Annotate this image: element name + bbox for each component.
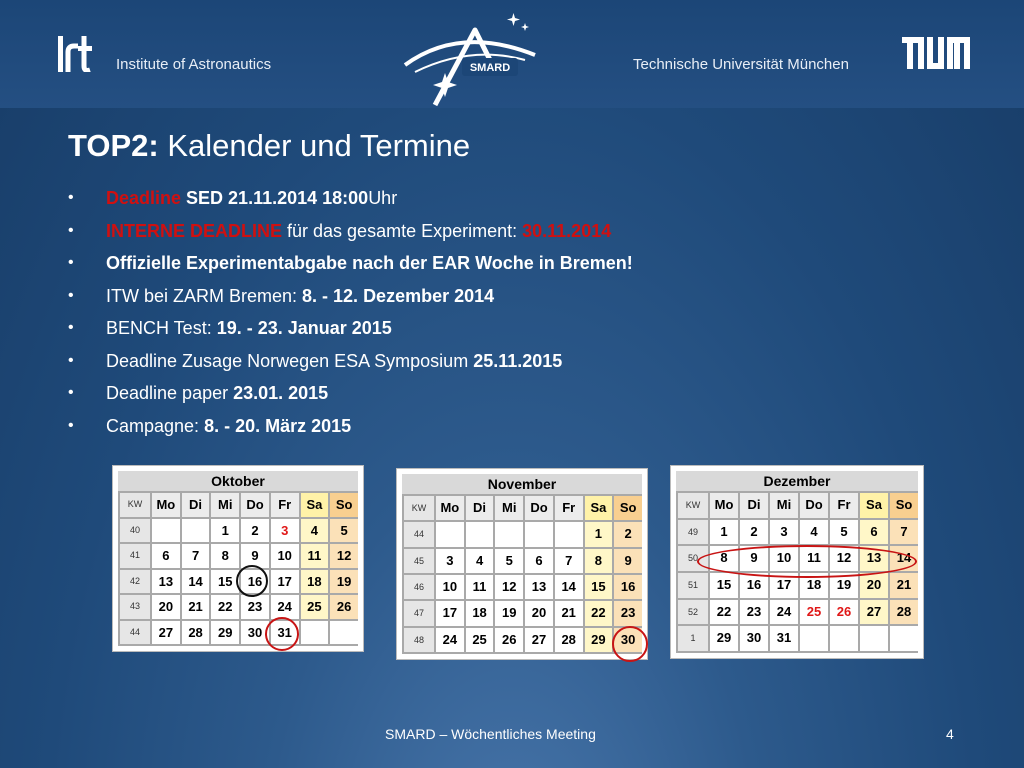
calendar-header-cell: Do [525,496,553,520]
circle-oct-31 [265,617,299,651]
calendar-day-cell: 10 [271,544,299,568]
calendar-body [118,471,358,646]
calendar-day-cell: 16 [614,575,642,599]
calendar-week-number: 51 [678,573,708,598]
bullet-text: Deadline paper [106,383,234,403]
calendar-header-cell: So [890,493,918,518]
calendar-day-cell [555,522,583,546]
bullet-text: Deadline Zusage Norwegen ESA Symposium [106,350,474,371]
calendar-header-cell: Mi [211,493,239,517]
calendar-day-cell: 8 [585,549,613,573]
calendar-week-number: 40 [120,519,150,543]
calendar-day-cell: 31 [770,626,798,651]
calendar-day-cell: 25 [800,600,828,625]
calendar-week-number: 41 [120,544,150,568]
calendar-day-cell: 19 [495,601,523,625]
calendar-day-cell: 14 [890,546,918,571]
bullet-text: 19. - 23. Januar 2015 [216,318,392,338]
bullet-text: 8. - 12. Dezember 2014 [302,285,495,306]
calendar-day-cell: 4 [466,549,494,573]
calendar-header-cell: Fr [271,493,299,517]
title-rest: Kalender und Termine [158,128,471,163]
calendar-week-number: 46 [404,575,434,599]
bullet-text: SED 21.11.2014 18:00 [186,188,369,208]
bullet-text: 8. - 20. März 2015 [204,415,352,436]
calendar-day-cell: 29 [585,628,613,652]
calendar-day-cell: 8 [710,546,738,571]
calendar-day-cell: 3 [770,520,798,545]
calendar-day-cell: 30 [740,626,768,651]
calendar-week-number: 47 [404,601,434,625]
calendar-week-number: 44 [404,522,434,546]
calendar-day-cell: 17 [770,573,798,598]
calendar-header-cell: Di [466,496,494,520]
calendar-header-cell: Mo [710,493,738,518]
calendar-day-cell: 6 [152,544,180,568]
calendar-day-cell: 9 [241,544,269,568]
calendar-day-cell: 11 [301,544,329,568]
calendar-day-cell: 10 [770,546,798,571]
calendar-week-number: 50 [678,546,708,571]
calendar-day-cell [890,626,918,651]
calendar-day-cell: 26 [495,628,523,652]
calendar-day-cell: 11 [800,546,828,571]
university-name: Technische Universität München [633,56,849,73]
bullet-text: für das gesamte Experiment: [282,220,523,241]
bullet-item [68,410,633,443]
calendar-header-cell: KW [404,496,434,520]
ellipse-dec-week-50 [697,545,917,578]
calendar-week-number: 49 [678,520,708,545]
calendar-day-cell: 16 [241,570,269,594]
calendar-header-cell: Di [182,493,210,517]
bullet-list [68,182,633,442]
tum-logo [902,37,970,69]
calendar-header-cell: So [330,493,358,517]
calendar-day-cell [152,519,180,543]
calendar-body [402,474,642,654]
calendar-day-cell: 24 [770,600,798,625]
calendar-day-cell: 26 [330,595,358,619]
calendar-week-number: 45 [404,549,434,573]
calendar-day-cell: 28 [555,628,583,652]
calendar-day-cell: 17 [436,601,464,625]
calendar-1 [396,468,648,660]
calendar-day-cell: 18 [301,570,329,594]
calendar-header-cell: Di [740,493,768,518]
calendar-day-cell: 28 [890,600,918,625]
calendar-day-cell: 25 [466,628,494,652]
page-number: 4 [946,726,954,742]
footer-text: SMARD – Wöchentliches Meeting [385,726,596,742]
bullet-item [68,215,633,248]
calendar-day-cell: 1 [211,519,239,543]
calendar-day-cell: 6 [525,549,553,573]
calendar-day-cell [800,626,828,651]
calendar-header-cell: So [614,496,642,520]
calendar-day-cell: 2 [614,522,642,546]
calendar-day-cell: 7 [890,520,918,545]
bullet-item [68,280,633,313]
calendar-day-cell: 7 [555,549,583,573]
calendar-day-cell: 10 [436,575,464,599]
calendar-header-cell: Mi [495,496,523,520]
calendar-day-cell: 9 [740,546,768,571]
calendar-day-cell: 5 [830,520,858,545]
calendar-day-cell: 18 [800,573,828,598]
calendar-day-cell: 22 [211,595,239,619]
bullet-text: Uhr [368,188,398,208]
calendar-header-cell: Do [800,493,828,518]
calendar-day-cell: 20 [525,601,553,625]
bullet-text: BENCH Test: [106,318,217,338]
calendar-day-cell: 15 [585,575,613,599]
smard-logo-text: SMARD [469,62,511,74]
calendar-day-cell: 7 [182,544,210,568]
calendar-day-cell: 8 [211,544,239,568]
calendar-day-cell: 26 [830,600,858,625]
calendar-day-cell [301,621,329,645]
calendar-day-cell [466,522,494,546]
calendar-day-cell: 1 [710,520,738,545]
calendar-grid [402,496,642,654]
calendar-day-cell: 31 [271,621,299,645]
calendar-header-cell: Sa [860,493,888,518]
calendar-day-cell: 30 [241,621,269,645]
calendar-0 [112,465,364,652]
calendar-day-cell: 5 [495,549,523,573]
bullet-item [68,247,633,280]
calendar-day-cell [182,519,210,543]
calendar-day-cell: 19 [830,573,858,598]
calendar-month-title: Dezember [676,471,918,491]
calendar-day-cell [330,621,358,645]
calendar-header-cell: Fr [830,493,858,518]
calendar-day-cell: 21 [555,601,583,625]
calendar-week-number: 52 [678,600,708,625]
calendar-day-cell: 2 [241,519,269,543]
calendar-header-cell: Sa [301,493,329,517]
bullet-item [68,182,633,215]
calendar-day-cell: 27 [860,600,888,625]
calendar-day-cell: 24 [436,628,464,652]
calendar-day-cell: 22 [710,600,738,625]
calendar-day-cell: 23 [740,600,768,625]
bullet-text: 25.11.2015 [473,350,563,371]
calendar-day-cell: 23 [614,601,642,625]
calendar-day-cell [830,626,858,651]
calendar-day-cell: 2 [740,520,768,545]
calendar-day-cell: 18 [466,601,494,625]
calendar-day-cell: 22 [585,601,613,625]
bullet-text: Campagne: [106,415,205,436]
bullet-text: Offizielle Experimentabgabe nach der EAR Woche in Bremen! [106,253,633,273]
calendar-week-number: 48 [404,628,434,652]
calendar-week-number: 42 [120,570,150,594]
calendar-day-cell: 14 [555,575,583,599]
bullet-text: 30.11.2014 [522,220,612,241]
calendar-month-title: November [402,474,642,494]
calendar-month-title: Oktober [118,471,358,491]
calendar-day-cell: 27 [152,621,180,645]
calendar-header-cell: Mo [436,496,464,520]
calendar-week-number: 44 [120,621,150,645]
calendar-header-cell: KW [120,493,150,517]
calendar-day-cell: 21 [182,595,210,619]
calendar-header-cell: Mi [770,493,798,518]
calendar-day-cell: 6 [860,520,888,545]
calendar-day-cell: 19 [330,570,358,594]
calendar-day-cell: 4 [301,519,329,543]
calendar-day-cell: 1 [585,522,613,546]
calendar-day-cell: 20 [860,573,888,598]
calendar-day-cell [860,626,888,651]
calendar-day-cell [525,522,553,546]
calendar-week-number: 43 [120,595,150,619]
calendar-day-cell: 12 [495,575,523,599]
calendar-day-cell [436,522,464,546]
circle-nov-30 [612,626,648,662]
circle-oct-16 [236,565,268,597]
calendar-day-cell: 13 [152,570,180,594]
calendar-day-cell: 12 [330,544,358,568]
calendar-day-cell: 24 [271,595,299,619]
slide-title [68,128,470,164]
calendar-day-cell: 3 [436,549,464,573]
calendar-day-cell: 14 [182,570,210,594]
bullet-item [68,377,633,410]
bullet-text: Deadline [106,188,187,208]
calendar-day-cell: 13 [525,575,553,599]
calendar-day-cell: 30 [614,628,642,652]
calendar-day-cell: 12 [830,546,858,571]
bullet-text: ITW bei ZARM Bremen: [106,285,303,306]
calendar-day-cell: 28 [182,621,210,645]
calendar-header-cell: Do [241,493,269,517]
calendar-header-cell: KW [678,493,708,518]
bullet-item [68,345,633,378]
calendar-day-cell: 3 [271,519,299,543]
bullet-item [68,312,633,345]
calendar-day-cell: 20 [152,595,180,619]
title-bold: TOP2: [68,128,159,163]
calendar-header-cell: Fr [555,496,583,520]
smard-logo [400,10,540,110]
institute-name: Institute of Astronautics [116,56,272,73]
calendar-day-cell: 29 [211,621,239,645]
lrt-logo [58,36,92,72]
calendar-day-cell: 17 [271,570,299,594]
bullet-text: 23.01. 2015 [233,383,329,403]
calendar-day-cell: 16 [740,573,768,598]
calendar-grid [118,493,358,646]
calendar-day-cell: 21 [890,573,918,598]
calendar-week-number: 1 [678,626,708,651]
calendar-day-cell: 13 [860,546,888,571]
calendar-day-cell: 11 [466,575,494,599]
bullet-text: INTERNE DEADLINE [106,220,283,241]
calendar-day-cell: 27 [525,628,553,652]
calendar-day-cell [495,522,523,546]
calendar-day-cell: 29 [710,626,738,651]
calendar-day-cell: 25 [301,595,329,619]
calendar-day-cell: 9 [614,549,642,573]
calendar-day-cell: 15 [710,573,738,598]
calendar-header-cell: Mo [152,493,180,517]
calendar-day-cell: 4 [800,520,828,545]
calendar-day-cell: 23 [241,595,269,619]
calendar-day-cell: 15 [211,570,239,594]
calendar-header-cell: Sa [585,496,613,520]
calendar-day-cell: 5 [330,519,358,543]
